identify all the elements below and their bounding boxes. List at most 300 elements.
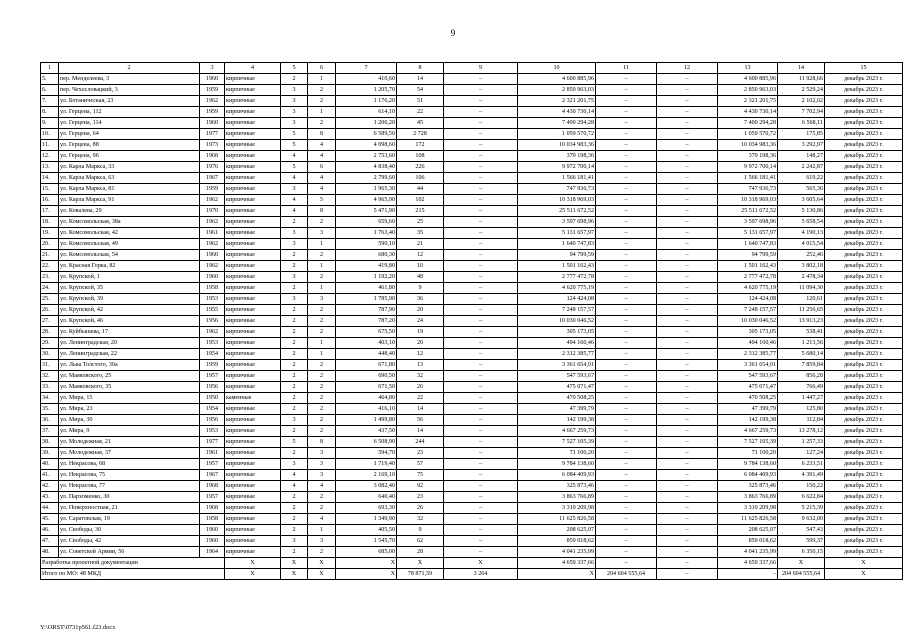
table-cell: X <box>397 558 444 569</box>
table-cell: 1961 <box>200 448 225 459</box>
table-cell: 2 <box>308 404 336 415</box>
table-cell: 3 361 654,91 <box>518 360 596 371</box>
table-cell: 747 936,73 <box>718 184 778 195</box>
table-cell: 5 131 657,97 <box>718 228 778 239</box>
table-cell: 10 <box>397 261 444 272</box>
table-cell: – <box>444 459 518 470</box>
table-cell: 3 <box>308 448 336 459</box>
table-cell: – <box>596 393 657 404</box>
table-cell: 48 <box>397 272 444 283</box>
table-cell: 1958 <box>200 283 225 294</box>
table-cell: 1 785,90 <box>336 294 397 305</box>
table-cell: – <box>596 305 657 316</box>
table-cell: декабрь 2023 г. <box>825 470 903 481</box>
table-cell: 47. <box>41 536 59 547</box>
table-row <box>41 492 903 503</box>
table-cell: – <box>444 448 518 459</box>
table-cell: 75 <box>397 470 444 481</box>
table-cell: 3 361 654,91 <box>718 360 778 371</box>
table-cell: 3 <box>281 85 308 96</box>
table-cell: 5 130,86 <box>778 206 825 217</box>
table-cell: 494 160,46 <box>518 338 596 349</box>
table-cell: – <box>444 503 518 514</box>
table-cell: – <box>657 239 718 250</box>
table-cell: 2 169,10 <box>336 470 397 481</box>
table-cell: 1960 <box>200 74 225 85</box>
table-cell: – <box>657 228 718 239</box>
table-cell: 2 <box>281 74 308 85</box>
table-cell: – <box>444 250 518 261</box>
table-cell: 4 <box>308 184 336 195</box>
table-cell: – <box>596 85 657 96</box>
table-cell: – <box>596 459 657 470</box>
table-cell: – <box>657 140 718 151</box>
table-cell: 43. <box>41 492 59 503</box>
table-cell: – <box>444 547 518 558</box>
table-cell: 2 <box>281 305 308 316</box>
table-cell: декабрь 2023 г. <box>825 459 903 470</box>
table-cell: 2 102,02 <box>778 96 825 107</box>
table-cell: 1954 <box>200 404 225 415</box>
table-cell: 4 965,90 <box>336 195 397 206</box>
table-cell: – <box>657 283 718 294</box>
table-cell: декабрь 2023 г. <box>825 536 903 547</box>
table-cell: ул. Комсомольская, 54 <box>59 250 200 261</box>
table-cell: ул. Маяковского, 35 <box>59 382 200 393</box>
table-cell: ул. Льва Толстого, 30а <box>59 360 200 371</box>
table-cell: 7 400 294,28 <box>718 118 778 129</box>
table-cell: 2 799,60 <box>336 173 397 184</box>
table-cell: X <box>336 569 397 580</box>
table-cell: декабрь 2023 г. <box>825 525 903 536</box>
table-cell: 1967 <box>200 470 225 481</box>
table-cell: 1962 <box>200 96 225 107</box>
table-cell: ул. Свободы, 30 <box>59 525 200 536</box>
table-cell: 9 <box>397 283 444 294</box>
table-cell: кирпичные <box>225 547 281 558</box>
table-cell: 1960 <box>200 250 225 261</box>
table-cell: 2 <box>308 316 336 327</box>
table-cell: 3 <box>281 294 308 305</box>
table-cell: 10 034 983,36 <box>518 140 596 151</box>
table-cell: – <box>657 470 718 481</box>
table-cell: кирпичные <box>225 404 281 415</box>
table-cell: – <box>657 195 718 206</box>
table-cell: 690,50 <box>336 371 397 382</box>
table-cell: декабрь 2023 г. <box>825 140 903 151</box>
table-cell: 13 913,23 <box>778 316 825 327</box>
table-row <box>41 217 903 228</box>
table-cell: 142 199,38 <box>518 415 596 426</box>
table-cell: – <box>596 415 657 426</box>
table-cell: 8. <box>41 107 59 118</box>
table-cell: 619,22 <box>778 173 825 184</box>
table-cell: 6 084 409,93 <box>518 470 596 481</box>
table-cell: 1957 <box>200 371 225 382</box>
table-cell: 11 625 826,58 <box>518 514 596 525</box>
table-row <box>41 316 903 327</box>
table-cell: 150,22 <box>778 481 825 492</box>
table-cell: – <box>596 470 657 481</box>
column-number-cell: 14 <box>778 63 825 74</box>
table-cell: 10 318 969,03 <box>718 195 778 206</box>
table-cell: 11 928,66 <box>778 74 825 85</box>
table-cell: 475 071,47 <box>518 382 596 393</box>
table-cell: 3 <box>308 459 336 470</box>
table-cell: 4 <box>308 173 336 184</box>
table-cell: 410,60 <box>336 74 397 85</box>
table-row <box>41 195 903 206</box>
table-cell: декабрь 2023 г. <box>825 382 903 393</box>
table-cell: 14 <box>397 74 444 85</box>
table-cell: – <box>444 481 518 492</box>
table-cell: 28 <box>397 547 444 558</box>
table-cell: 32 <box>397 514 444 525</box>
table-cell: X <box>518 569 596 580</box>
table-cell: 106 <box>397 173 444 184</box>
table-cell: 3 <box>281 118 308 129</box>
table-cell: 11. <box>41 140 59 151</box>
table-cell: – <box>596 492 657 503</box>
table-cell: 2 242,87 <box>778 162 825 173</box>
table-cell: 419,80 <box>336 261 397 272</box>
table-cell: 1 349,90 <box>336 514 397 525</box>
table-cell: 5 <box>281 129 308 140</box>
table-cell: 2 <box>308 96 336 107</box>
table-cell: ул. Советской Армии, 56 <box>59 547 200 558</box>
table-cell: – <box>444 239 518 250</box>
table-cell: 1953 <box>200 338 225 349</box>
table-cell: X <box>825 558 903 569</box>
table-cell: 7. <box>41 96 59 107</box>
table-cell: кирпичные <box>225 470 281 481</box>
table-cell: 6 622,84 <box>778 492 825 503</box>
table-cell: 1960 <box>200 118 225 129</box>
table-cell: кирпичные <box>225 349 281 360</box>
table-cell: 71 100,20 <box>718 448 778 459</box>
table-cell: 12 <box>397 349 444 360</box>
table-cell: 325 873,46 <box>518 481 596 492</box>
table-cell: – <box>657 184 718 195</box>
table-cell: 1955 <box>200 305 225 316</box>
table-cell: 856,28 <box>778 371 825 382</box>
table-cell: – <box>596 272 657 283</box>
table-cell: – <box>444 525 518 536</box>
table-cell: 21 <box>397 239 444 250</box>
table-cell: 4 <box>308 514 336 525</box>
table-cell: 4 <box>281 173 308 184</box>
table-cell: декабрь 2023 г. <box>825 481 903 492</box>
table-cell: 94 799,59 <box>518 250 596 261</box>
table-cell: 3 <box>281 459 308 470</box>
table-cell: 1956 <box>200 415 225 426</box>
table-cell: – <box>596 448 657 459</box>
table-cell: X <box>444 558 518 569</box>
table-cell: 1 <box>308 261 336 272</box>
table-cell: 2 <box>281 261 308 272</box>
table-cell: 1 566 181,41 <box>718 173 778 184</box>
table-cell: 6 568,11 <box>778 118 825 129</box>
table-cell: – <box>444 118 518 129</box>
table-cell: 1977 <box>200 129 225 140</box>
table-row <box>41 305 903 316</box>
column-number-cell: 7 <box>336 63 397 74</box>
table-cell: 21. <box>41 250 59 261</box>
table-cell: 23. <box>41 272 59 283</box>
table-cell: – <box>657 393 718 404</box>
table-cell: 4 620 775,19 <box>518 283 596 294</box>
table-cell: 1962 <box>200 261 225 272</box>
table-row <box>41 503 903 514</box>
table-cell: ул. Молодежная, 21 <box>59 437 200 448</box>
table-cell: 148,27 <box>778 151 825 162</box>
table-cell: пер. Чехословацкий, 3 <box>59 85 200 96</box>
table-cell: 35. <box>41 404 59 415</box>
table-cell: 23 <box>397 448 444 459</box>
table-cell: 1959 <box>200 85 225 96</box>
table-cell: кирпичные <box>225 162 281 173</box>
table-cell: – <box>444 437 518 448</box>
table-cell: 2 <box>281 371 308 382</box>
table-cell: 2 <box>308 360 336 371</box>
table-cell: ул. Саратовская, 19 <box>59 514 200 525</box>
table-cell: – <box>596 558 657 569</box>
table-cell: 17. <box>41 206 59 217</box>
table-cell: 2 <box>308 393 336 404</box>
table-cell: 1962 <box>200 195 225 206</box>
table-cell: 2 529,24 <box>778 85 825 96</box>
table-cell: – <box>657 481 718 492</box>
table-cell: кирпичные <box>225 338 281 349</box>
table-cell: – <box>444 261 518 272</box>
table-cell: 62 <box>397 536 444 547</box>
table-cell: 671,50 <box>336 382 397 393</box>
table-cell: декабрь 2023 г. <box>825 316 903 327</box>
design-documentation-row <box>41 558 903 569</box>
table-row <box>41 547 903 558</box>
table-cell: 4 391,49 <box>778 470 825 481</box>
table-cell: ул. Герцена, 88 <box>59 140 200 151</box>
table-cell: 13 278,12 <box>778 426 825 437</box>
table-row <box>41 481 903 492</box>
table-cell: кирпичные <box>225 371 281 382</box>
table-cell: 2 <box>281 503 308 514</box>
table-cell: – <box>596 283 657 294</box>
table-cell: 9 632,00 <box>778 514 825 525</box>
table-cell: 112,84 <box>778 415 825 426</box>
table-cell: ул. Крупской, 46 <box>59 316 200 327</box>
table-cell: декабрь 2023 г. <box>825 151 903 162</box>
table-cell: 22 <box>397 107 444 118</box>
table-cell: 13. <box>41 162 59 173</box>
table-row <box>41 371 903 382</box>
table-cell: 9 972 700,14 <box>718 162 778 173</box>
table-cell: декабрь 2023 г. <box>825 338 903 349</box>
table-row <box>41 382 903 393</box>
table-cell: 1 447,27 <box>778 393 825 404</box>
table-cell: ул. Молодежная, 37 <box>59 448 200 459</box>
table-cell: 3 292,97 <box>778 140 825 151</box>
table-cell: 4 600 885,96 <box>718 74 778 85</box>
table-cell: – <box>444 283 518 294</box>
table-cell: – <box>444 228 518 239</box>
table-cell: 1960 <box>200 536 225 547</box>
table-cell: 6. <box>41 85 59 96</box>
table-cell: X <box>281 558 308 569</box>
table-cell: 671,80 <box>336 360 397 371</box>
table-cell: 34. <box>41 393 59 404</box>
table-cell: декабрь 2023 г. <box>825 184 903 195</box>
table-cell: 4 <box>308 151 336 162</box>
table-cell: 640,40 <box>336 492 397 503</box>
table-cell: 92 <box>397 481 444 492</box>
table-cell: 3 <box>281 415 308 426</box>
table-cell: 325 873,46 <box>718 481 778 492</box>
table-cell: пер. Менделеева, 3 <box>59 74 200 85</box>
table-cell: 4 667 259,73 <box>718 426 778 437</box>
table-cell: декабрь 2023 г. <box>825 415 903 426</box>
table-cell: 1 192,20 <box>336 272 397 283</box>
column-number-cell: 6 <box>308 63 336 74</box>
table-row <box>41 514 903 525</box>
table-cell: 1956 <box>200 316 225 327</box>
table-cell: 4 838,40 <box>336 162 397 173</box>
table-cell: 594,70 <box>336 448 397 459</box>
table-cell: 2 <box>281 316 308 327</box>
table-cell: – <box>444 74 518 85</box>
table-cell: 1958 <box>200 514 225 525</box>
table-cell: – <box>596 228 657 239</box>
table-cell: 28. <box>41 327 59 338</box>
table-cell: кирпичные <box>225 437 281 448</box>
table-cell: – <box>444 206 518 217</box>
table-cell: 1962 <box>200 239 225 250</box>
table-cell: 41. <box>41 470 59 481</box>
table-cell: 461,80 <box>336 283 397 294</box>
table-cell: 32 <box>397 371 444 382</box>
table-cell: 12. <box>41 151 59 162</box>
table-cell: 1 501 162,43 <box>518 261 596 272</box>
table-cell: ул. Карла Маркса, 81 <box>59 184 200 195</box>
table-cell: 6 084 409,93 <box>718 470 778 481</box>
table-cell: – <box>657 415 718 426</box>
table-cell: 54 <box>397 85 444 96</box>
table-cell: 3 082,40 <box>336 481 397 492</box>
table-row <box>41 107 903 118</box>
table-cell: 1961 <box>200 228 225 239</box>
table-cell: 747 936,73 <box>518 184 596 195</box>
total-row-label: Итого по МО: 48 МКД <box>41 569 225 580</box>
table-cell: 14. <box>41 173 59 184</box>
table-cell: 18. <box>41 217 59 228</box>
table-cell: 1976 <box>200 162 225 173</box>
table-row <box>41 250 903 261</box>
table-cell: 1 213,56 <box>778 338 825 349</box>
table-cell: ул. Крупской, 35 <box>59 283 200 294</box>
table-cell: – <box>596 162 657 173</box>
table-cell: 3 597 698,96 <box>718 217 778 228</box>
table-body <box>41 63 903 580</box>
table-cell: ул. Карла Маркса, 91 <box>59 195 200 206</box>
table-cell: X <box>778 558 825 569</box>
table-cell: 403,10 <box>336 338 397 349</box>
table-cell: 659,60 <box>336 217 397 228</box>
table-cell: 3 <box>281 228 308 239</box>
table-cell: 19 <box>397 327 444 338</box>
table-cell: 56 <box>397 415 444 426</box>
table-cell: 2 <box>308 250 336 261</box>
table-row <box>41 96 903 107</box>
table-cell: 1968 <box>200 503 225 514</box>
table-cell: – <box>596 514 657 525</box>
table-cell: 71 100,20 <box>518 448 596 459</box>
table-cell: декабрь 2023 г. <box>825 261 903 272</box>
table-cell: – <box>444 492 518 503</box>
table-cell: 2 <box>281 382 308 393</box>
table-cell: декабрь 2023 г. <box>825 349 903 360</box>
table-cell: 3 <box>281 536 308 547</box>
table-cell: – <box>444 470 518 481</box>
table-row <box>41 239 903 250</box>
table-cell: – <box>657 151 718 162</box>
table-cell: 26. <box>41 305 59 316</box>
table-cell: – <box>657 371 718 382</box>
table-cell: 24. <box>41 283 59 294</box>
table-cell: 2 777 472,78 <box>718 272 778 283</box>
table-cell: – <box>444 382 518 393</box>
table-cell: 538,41 <box>778 327 825 338</box>
table-cell: 2 753,60 <box>336 151 397 162</box>
table-cell: – <box>444 404 518 415</box>
table-cell: 2 478,34 <box>778 272 825 283</box>
table-cell: – <box>657 525 718 536</box>
table-cell: 1 763,40 <box>336 228 397 239</box>
table-cell: 1959 <box>200 107 225 118</box>
table-cell: 305 173,05 <box>518 327 596 338</box>
table-cell: – <box>596 404 657 415</box>
table-cell: 14 <box>397 426 444 437</box>
table-row <box>41 470 903 481</box>
table-cell: 208 625,07 <box>518 525 596 536</box>
table-cell: 3 <box>308 470 336 481</box>
table-cell: 5 <box>281 437 308 448</box>
table-cell: 2 <box>308 272 336 283</box>
table-cell: 27. <box>41 316 59 327</box>
table-cell: декабрь 2023 г. <box>825 404 903 415</box>
table-cell: кирпичные <box>225 415 281 426</box>
table-cell: – <box>444 217 518 228</box>
table-cell: кирпичные <box>225 272 281 283</box>
table-cell: 5 658,54 <box>778 217 825 228</box>
table-cell: 6 <box>308 162 336 173</box>
table-cell: 1967 <box>200 173 225 184</box>
table-cell: ул. Пархоменко, 30 <box>59 492 200 503</box>
table-cell: – <box>444 173 518 184</box>
table-cell: – <box>596 195 657 206</box>
table-cell: 9. <box>41 118 59 129</box>
table-cell: 2 312 385,77 <box>518 349 596 360</box>
table-cell: 787,90 <box>336 305 397 316</box>
table-cell: – <box>657 349 718 360</box>
table-cell: 2 <box>308 327 336 338</box>
table-cell: 7 400 294,28 <box>518 118 596 129</box>
table-cell: – <box>657 107 718 118</box>
table-cell: 3 597 698,96 <box>518 217 596 228</box>
table-cell: декабрь 2023 г. <box>825 162 903 173</box>
table-cell: 1 719,40 <box>336 459 397 470</box>
table-cell: 675,50 <box>336 327 397 338</box>
table-cell: – <box>657 129 718 140</box>
